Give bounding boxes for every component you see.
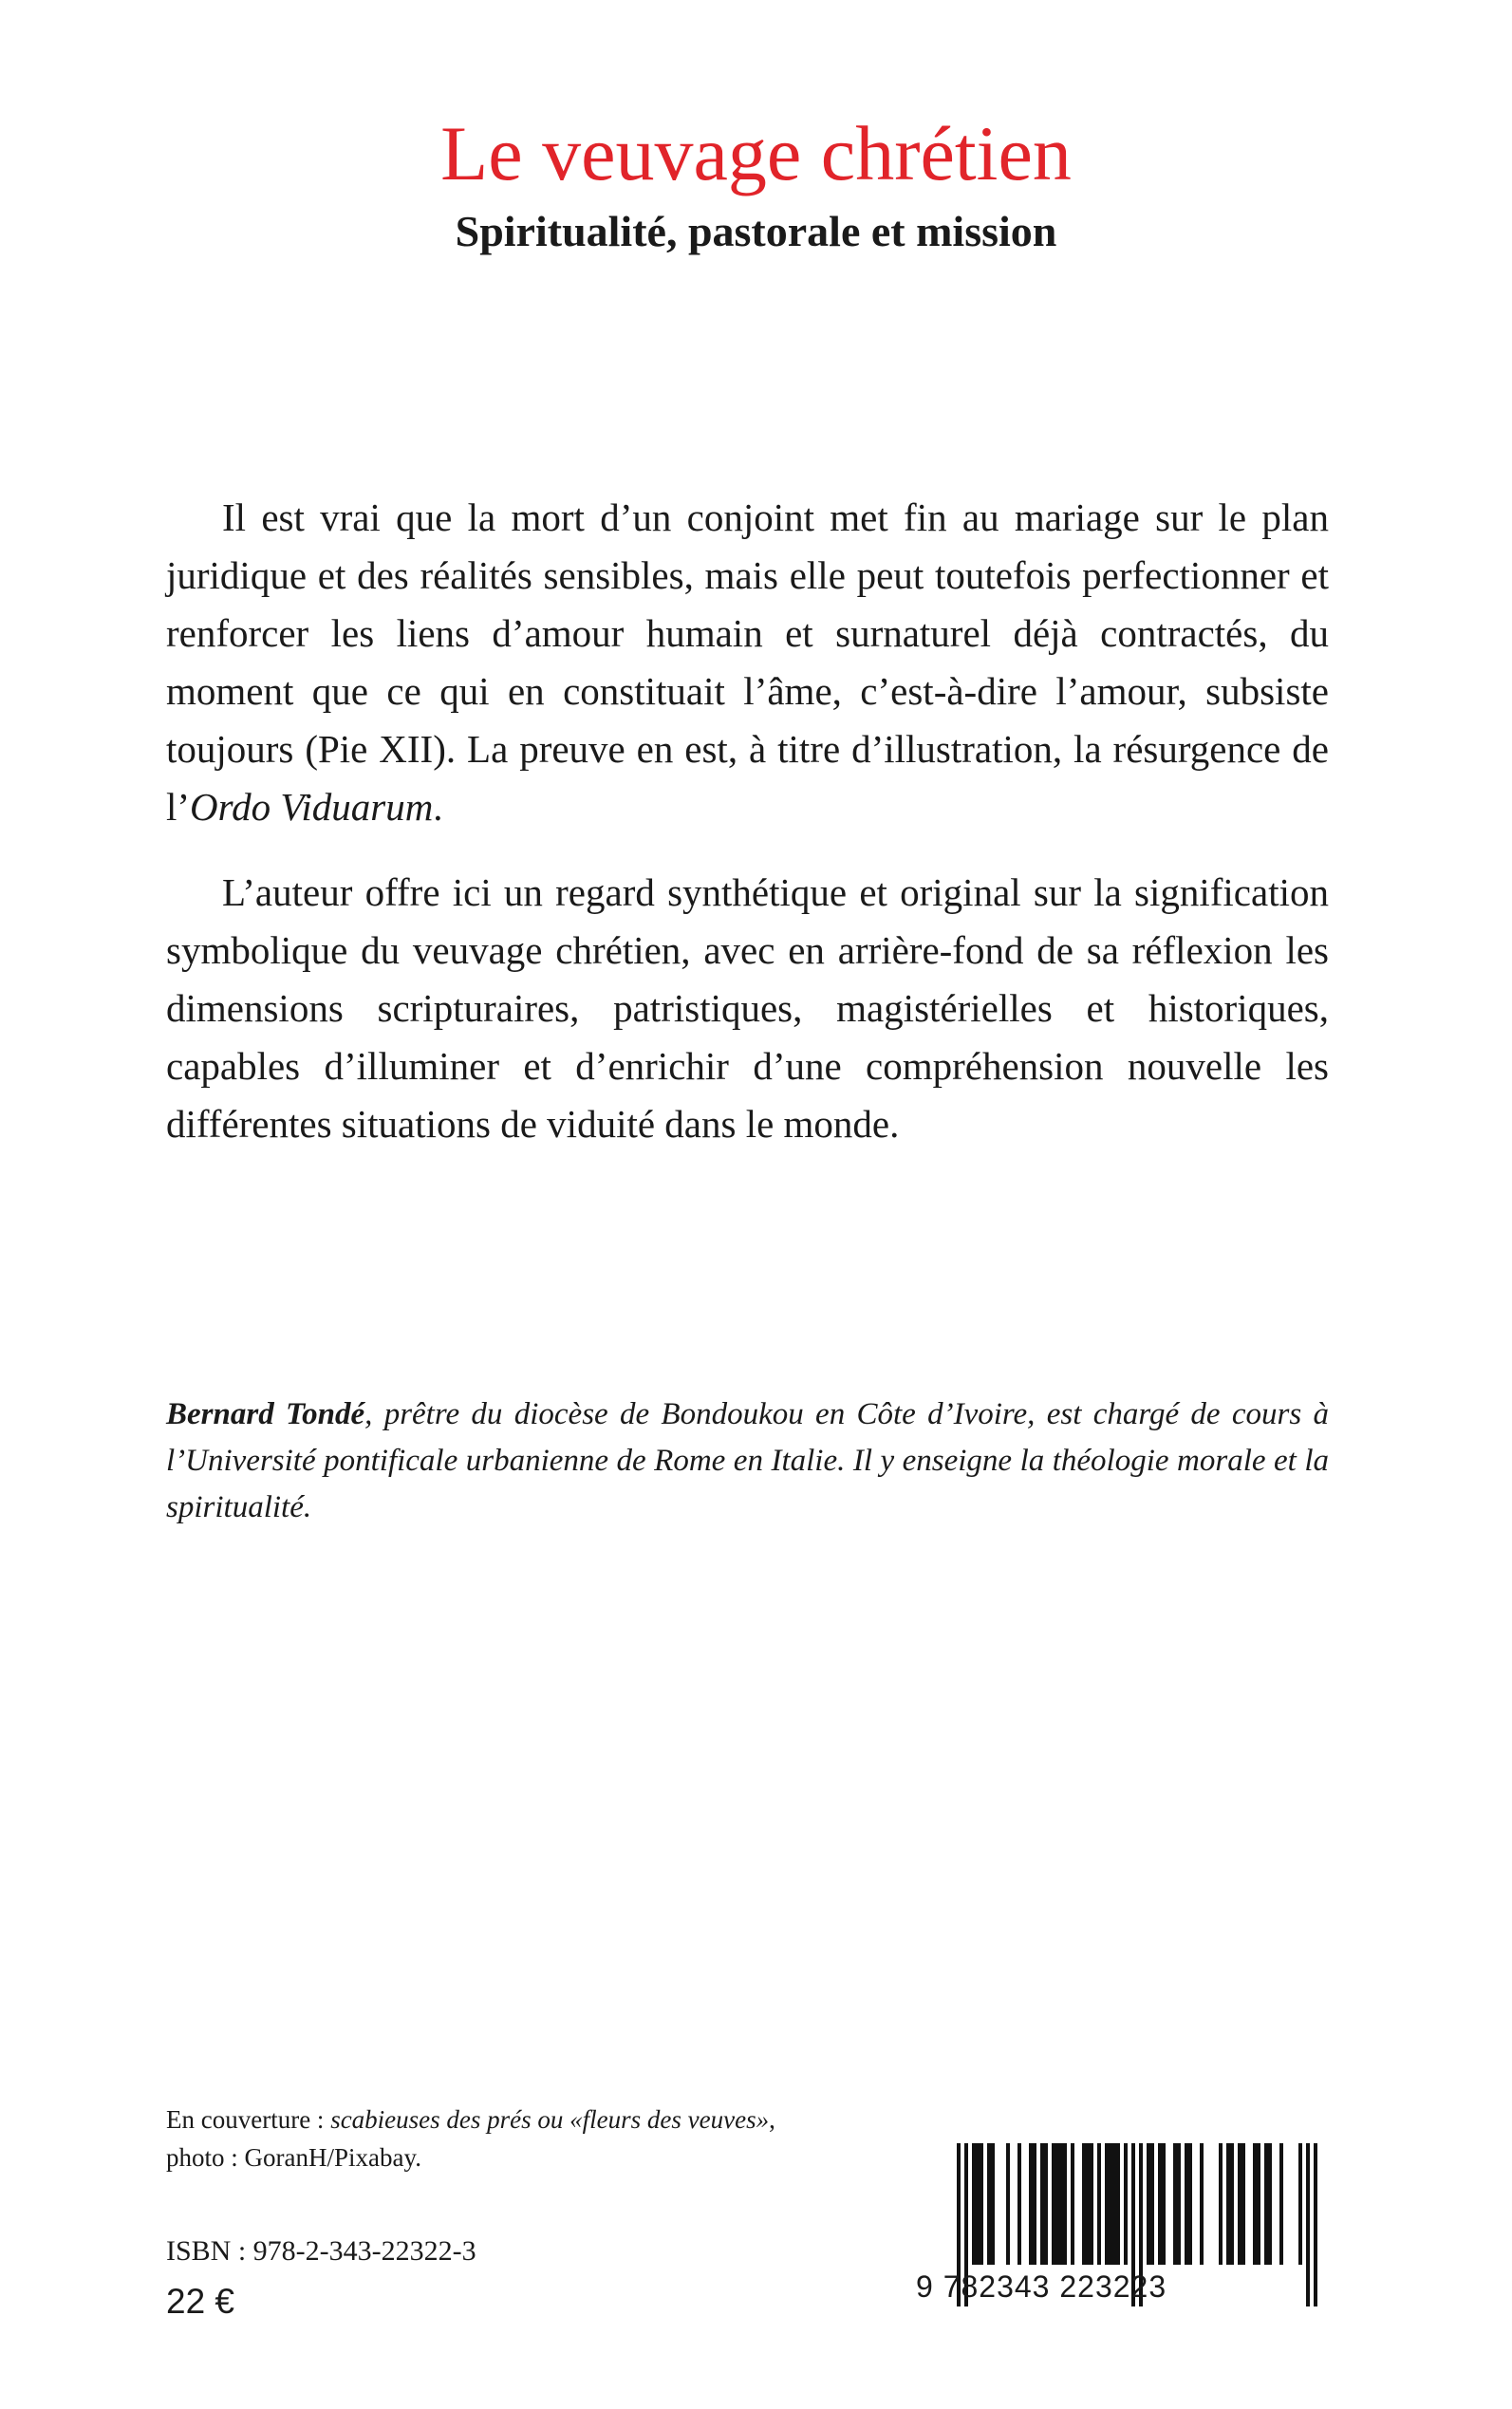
- book-title: Le veuvage chrétien: [440, 110, 1072, 196]
- barcode-bar: [1071, 2143, 1074, 2265]
- barcode-bar: [1040, 2143, 1044, 2265]
- barcode-bar: [1063, 2143, 1067, 2265]
- barcode-bar: [1124, 2143, 1128, 2265]
- barcode-bar: [1052, 2143, 1055, 2265]
- barcode-bar: [1264, 2143, 1268, 2265]
- blurb-paragraph-1: [166, 489, 1329, 836]
- barcode-bar: [1279, 2143, 1283, 2265]
- barcode-bar: [1033, 2143, 1036, 2265]
- barcode-bar: [1173, 2143, 1177, 2265]
- credits-photo: photo : GoranH/Pixabay.: [166, 2143, 421, 2172]
- author-bio: [166, 1391, 1329, 1531]
- credits-caption-end: ,: [769, 2105, 775, 2134]
- barcode-bar: [991, 2143, 995, 2265]
- barcode-bar: [1112, 2143, 1116, 2265]
- barcode-bar: [1006, 2143, 1010, 2265]
- barcode-bar: [1116, 2143, 1120, 2265]
- barcode-bar: [1298, 2143, 1302, 2265]
- barcode-bar: [1017, 2143, 1021, 2265]
- barcode-bar: [1177, 2143, 1181, 2265]
- barcode-bar: [1257, 2143, 1260, 2265]
- author-bio-text: , prêtre du diocèse de Bondoukou en Côte d’Ivoire, est chargé de cours à l’Université pontificale urbanienne de Rome en Italie. Il y enseigne la théologie morale et la spiritualité.: [166, 1397, 1330, 1524]
- blurb-italic-term: Ordo Viduarum: [190, 785, 434, 829]
- barcode-bar: [1241, 2143, 1245, 2265]
- barcode-bar: [1105, 2143, 1109, 2265]
- blurb-paragraph-1-text: Il est vrai que la mort d’un conjoint met fin au mariage sur le plan juridique et des réalités sensibles, mais elle peut toutefois perfectionner et renforcer les liens d’amour humain et surnaturel déjà contractés, du moment que ce qui en constituait l’âme, c’est-à-dire l’amour, subsiste toujours (Pie XII). La preuve en est, à titre d’illustration, la résurgence de l’: [166, 495, 1329, 829]
- book-subtitle: Spiritualité, pastorale et mission: [455, 207, 1057, 255]
- barcode-bar: [1230, 2143, 1234, 2265]
- barcode-bar: [1158, 2143, 1162, 2265]
- barcode-bar: [1268, 2143, 1272, 2265]
- barcode-bar: [1082, 2143, 1086, 2265]
- barcode-bar: [1109, 2143, 1112, 2265]
- price: 22 €: [166, 2282, 235, 2321]
- barcode-bar: [987, 2143, 991, 2265]
- barcode-bar: [1188, 2143, 1192, 2265]
- barcode-bar: [1090, 2143, 1093, 2265]
- barcode-bar: [1150, 2143, 1154, 2265]
- barcode-bar: [1253, 2143, 1257, 2265]
- barcode-bar: [1029, 2143, 1033, 2265]
- barcode-digits: 9 782343 223223: [916, 2269, 1167, 2304]
- blurb-paragraph-2: L’auteur offre ici un regard synthétique et original sur la signification symbolique du veuvage chrétien, avec en arrière-fond de sa réflexion les dimensions scripturaires, patristiques, magistérielles et historiques, capables d’illuminer et d’enrichir d’une compréhension nouvelle les différentes situations de viduité dans le monde.: [166, 870, 1329, 1146]
- barcode-bar: [980, 2143, 983, 2265]
- credits-label: En couverture :: [166, 2105, 331, 2134]
- author-name: Bernard Tondé: [166, 1397, 365, 1431]
- barcode-bar: [1086, 2143, 1090, 2265]
- barcode-bar: [1185, 2143, 1188, 2265]
- barcode-bar: [1147, 2143, 1150, 2265]
- barcode-bar: [1044, 2143, 1048, 2265]
- barcode-bar: [972, 2143, 976, 2265]
- barcode-bar: [1055, 2143, 1059, 2265]
- barcode-bar: [1219, 2143, 1223, 2265]
- barcode-bar: [1200, 2143, 1204, 2265]
- cover-credits: [166, 2101, 925, 2176]
- barcode-bar: [976, 2143, 980, 2265]
- barcode-bar: [1238, 2143, 1241, 2265]
- barcode-bar: [1162, 2143, 1166, 2265]
- barcode-bar: [1226, 2143, 1230, 2265]
- barcode-bar: [1059, 2143, 1063, 2265]
- credits-caption: scabieuses des prés ou «fleurs des veuves»: [330, 2105, 770, 2134]
- blurb-paragraph-1-end: .: [433, 785, 443, 829]
- isbn: ISBN : 978-2-343-22322-3: [166, 2235, 476, 2267]
- barcode-bar: [1097, 2143, 1101, 2265]
